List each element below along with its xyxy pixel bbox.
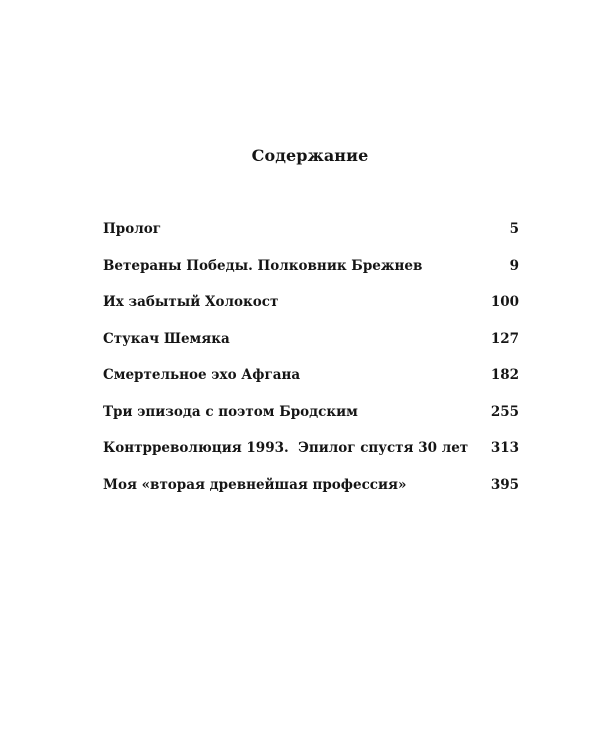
toc-entry	[103, 404, 519, 441]
toc-entry-title: Моя «вторая древнейшая профессия»	[103, 476, 407, 493]
toc-entry-title: Стукач Шемяка	[103, 330, 230, 347]
toc-entry-page: 395	[490, 476, 519, 493]
toc-entry	[103, 477, 519, 514]
toc-entry	[103, 331, 519, 368]
table-of-contents	[103, 221, 519, 513]
toc-entry-page: 5	[509, 221, 519, 237]
toc-entry	[103, 258, 519, 295]
toc-entry-page: 127	[490, 330, 519, 347]
toc-entry	[103, 440, 519, 477]
toc-entry-title: Пролог	[103, 221, 161, 237]
toc-entry-page: 313	[490, 440, 519, 456]
toc-entry-page: 9	[509, 257, 519, 274]
toc-entry-title: Ветераны Победы. Полковник Брежнев	[103, 257, 423, 274]
toc-entry-page: 100	[490, 294, 519, 310]
toc-entry-title: Смертельное эхо Афгана	[103, 367, 301, 383]
toc-entry-title: Контрреволюция 1993. Эпилог спустя 30 лет	[103, 440, 469, 456]
toc-entry-page: 255	[490, 403, 519, 420]
toc-entry	[103, 294, 519, 331]
toc-entry-title: Три эпизода с поэтом Бродским	[103, 403, 358, 420]
page-title: Содержание	[251, 146, 369, 165]
toc-entry	[103, 367, 519, 404]
toc-entry-page: 182	[490, 367, 519, 383]
toc-entry-title: Их забытый Холокост	[103, 294, 279, 310]
toc-entry	[103, 221, 519, 258]
